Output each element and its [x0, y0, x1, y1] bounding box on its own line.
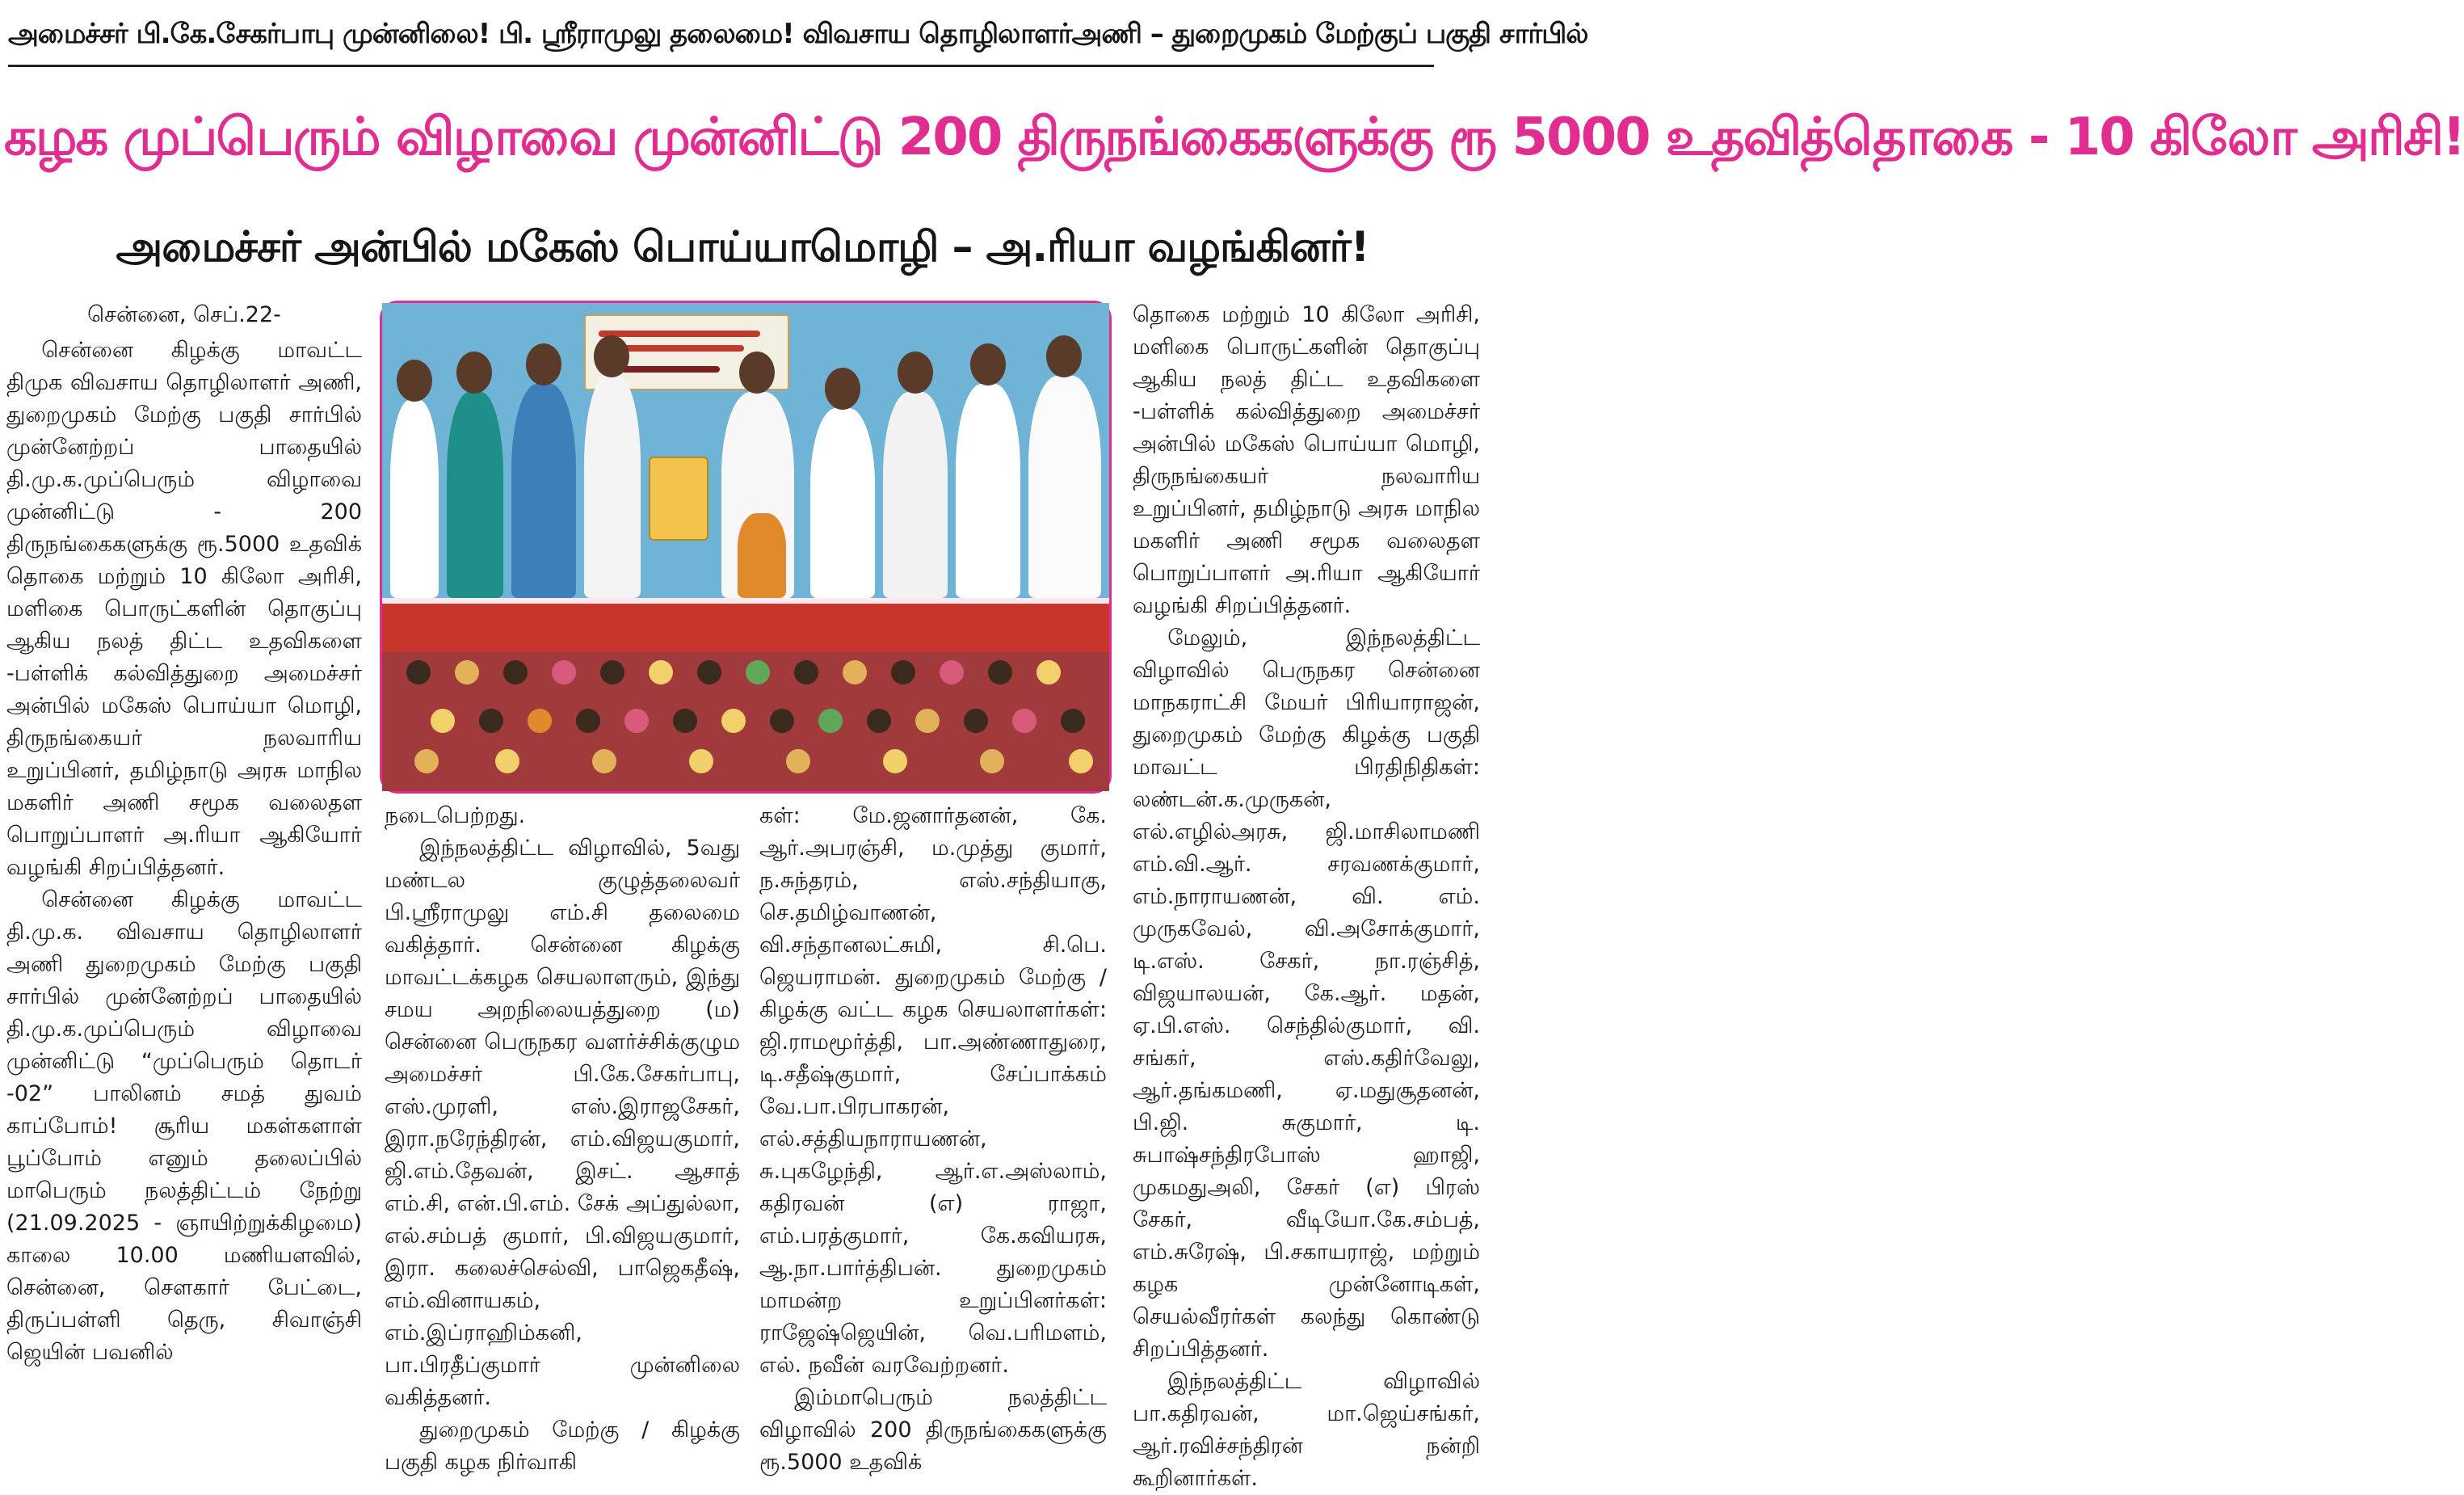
- dateline: சென்னை, செப்.22-: [87, 302, 281, 327]
- paragraph: மேலும், இந்நலத்திட்ட விழாவில் பெருநகர சென்னை மாநகராட்சி மேயர் பிரியாராஜன், துறைமுகம் மேற்கு கிழக்கு பகுதி மாவட்ட பிரதிநிதிகள்: லண்டன்.க.முருகன், எல்.எழில்அரசு, ஜி.மாசிலாமணி எம்.வி.ஆர். சரவணக்குமார், எம்.நாராயணன், வி. எம். முருகவேல், வி.அசோக்குமார், டி.எஸ். சேகர், நா.ரஞ்சித், விஜயாலயன், கே.ஆர். மதன், ஏ.பி.எஸ். செந்தில்குமார், வி. சங்கர், எஸ்.கதிர்வேலு, ஆர்.தங்கமணி, ஏ.மதுசூதனன், பி.ஜி. சுகுமார், டி. சுபாஷ்சந்திரபோஸ் ஹாஜி, முகமதுஅலி, சேகர் (எ) பிரஸ் சேகர், வீடியோ.கே.சம்பத், எம்.சுரேஷ், பி.சகாயராஜ், மற்றும் கழக முன்னோடிகள், செயல்வீரர்கள் கலந்து கொண்டு சிறப்பித்தனர்.: [1133, 625, 1480, 1362]
- event-photo: [380, 301, 1112, 794]
- paragraph: சென்னை கிழக்கு மாவட்ட திமுக விவசாய தொழிலாளர் அணி, துறைமுகம் மேற்கு பகுதி சார்பில் முன்னேற்றப் பாதையில் தி.மு.க.முப்பெரும் விழாவை முன்னிட்டு - 200 திருநங்கைகளுக்கு ரூ.5000 உதவிக் தொகை மற்றும் 10 கிலோ அரிசி, மளிகை பொருட்களின் தொகுப்பு ஆகிய நலத் திட்ட உதவிகளை -பள்ளிக் கல்வித்துறை அமைச்சர் அன்பில் மகேஸ் பொய்யா மொழி, திருநங்கையர் நலவாரிய உறுப்பினர், தமிழ்நாடு அரசு மாநில மகளிர் அணி சமூக வலைதள பொறுப்பாளர் அ.ரியா ஆகியோர் வழங்கி சிறப்பித்தனர்.: [6, 338, 362, 880]
- article-column-2: [385, 800, 740, 1487]
- paragraph: இந்நலத்திட்ட விழாவில் பா.கதிரவன், மா.ஜெய்சங்கர், ஆர்.ரவிச்சந்திரன் நன்றி கூறினார்கள்.: [1133, 1369, 1480, 1491]
- rice-bag: [649, 457, 709, 541]
- stage-photo: [382, 303, 1109, 598]
- kicker-line: அமைச்சர் பி.கே.சேகர்பாபு முன்னிலை! பி. ஸ்ரீராமுலு தலைமை! விவசாய தொழிலாளர்அணி – துறைமுகம் மேற்குப் பகுதி சார்பில்: [8, 18, 1588, 50]
- article-column-4: [1133, 299, 1480, 1491]
- paragraph: தொகை மற்றும் 10 கிலோ அரிசி, மளிகை பொருட்களின் தொகுப்பு ஆகிய நலத் திட்ட உதவிகளை -பள்ளிக் கல்வித்துறை அமைச்சர் அன்பில் மகேஸ் பொய்யா மொழி, திருநங்கையர் நலவாரிய உறுப்பினர், தமிழ்நாடு அரசு மாநில மகளிர் அணி சமூக வலைதள பொறுப்பாளர் அ.ரியா ஆகியோர் வழங்கி சிறப்பித்தனர்.: [1133, 302, 1480, 618]
- paragraph: இம்மாபெரும் நலத்திட்ட விழாவில் 200 திருநங்கைகளுக்கு ரூ.5000 உதவிக்: [759, 1385, 1107, 1475]
- audience-photo: [382, 604, 1109, 791]
- headline: கழக முப்பெரும் விழாவை முன்னிட்டு 200 திருநங்கைகளுக்கு ரூ 5000 உதவித்தொகை - 10 கிலோ அரிசி!: [4, 107, 2464, 167]
- article-column-3: [759, 800, 1107, 1487]
- article-column-1: [6, 299, 362, 1487]
- header-rule: [8, 65, 1434, 67]
- paragraph: கள்: மே.ஜனார்தனன், கே. ஆர்.அபரஞ்சி, ம.முத்து குமார், ந.சுந்தரம், எஸ்.சந்தியாகு, செ.தமிழ்வாணன், வி.சந்தானலட்சுமி, சி.பெ. ஜெயராமன். துறைமுகம் மேற்கு / கிழக்கு வட்ட கழக செயலாளர்கள்: ஜி.ராமமூர்த்தி, பா.அண்ணாதுரை, டி.சதீஷ்குமார், சேப்பாக்கம் வே.பா.பிரபாகரன், எல்.சத்தியநாராயணன், சு.புகழேந்தி, ஆர்.எ.அஸ்லாம், கதிரவன் (எ) ராஜா, எம்.பரத்குமார், கே.கவியரசு, ஆ.நா.பார்த்திபன். துறைமுகம் மாமன்ற உறுப்பினர்கள்: ராஜேஷ்ஜெயின், வெ.பரிமளம், எல். நவீன் வரவேற்றனர்.: [759, 803, 1107, 1378]
- paragraph: சென்னை கிழக்கு மாவட்ட தி.மு.க. விவசாய தொழிலாளர் அணி துறைமுகம் மேற்கு பகுதி சார்பில் முன்னேற்றப் பாதையில் தி.மு.க.முப்பெரும் விழாவை முன்னிட்டு “முப்பெரும் தொடர் -02” பாலினம் சமத் துவம் காப்போம்! சூரிய மகள்களாள் பூப்போம் எனும் தலைப்பில் மாபெரும் நலத்திட்டம் நேற்று (21.09.2025 - ஞாயிற்றுக்கிழமை) காலை 10.00 மணியளவில், சென்னை, சௌகார் பேட்டை, திருப்பள்ளி தெரு, சிவாஞ்சி ஜெயின் பவனில்: [6, 887, 362, 1365]
- paragraph: நடைபெற்றது.: [385, 803, 526, 828]
- paragraph: துறைமுகம் மேற்கு / கிழக்கு பகுதி கழக நிர்வாகி: [385, 1417, 740, 1475]
- subheadline: அமைச்சர் அன்பில் மகேஸ் பொய்யாமொழி – அ.ரியா வழங்கினர்!: [116, 223, 1369, 272]
- paragraph: இந்நலத்திட்ட விழாவில், 5வது மண்டல குழுத்தலைவர் பி.ஸ்ரீராமுலு எம்.சி தலைமை வகித்தார். சென்னை கிழக்கு மாவட்டக்கழக செயலாளரும், இந்து சமய அறநிலையத்துறை (ம) சென்னை பெருநகர வளர்ச்சிக்குழும அமைச்சர் பி.கே.சேகர்பாபு, எஸ்.முரளி, எஸ்.இராஜசேகர், இரா.நரேந்திரன், எம்.விஜயகுமார், ஜி.எம்.தேவன், இசட். ஆசாத் எம்.சி, என்.பி.எம். சேக் அப்துல்லா, எல்.சம்பத் குமார், பி.விஜயகுமார், இரா. கலைச்செல்வி, பாஜெகதீஷ், எம்.வினாயகம், எம்.இப்ராஹிம்கனி, பா.பிரதீப்குமார் முன்னிலை வகித்தனர்.: [385, 836, 740, 1410]
